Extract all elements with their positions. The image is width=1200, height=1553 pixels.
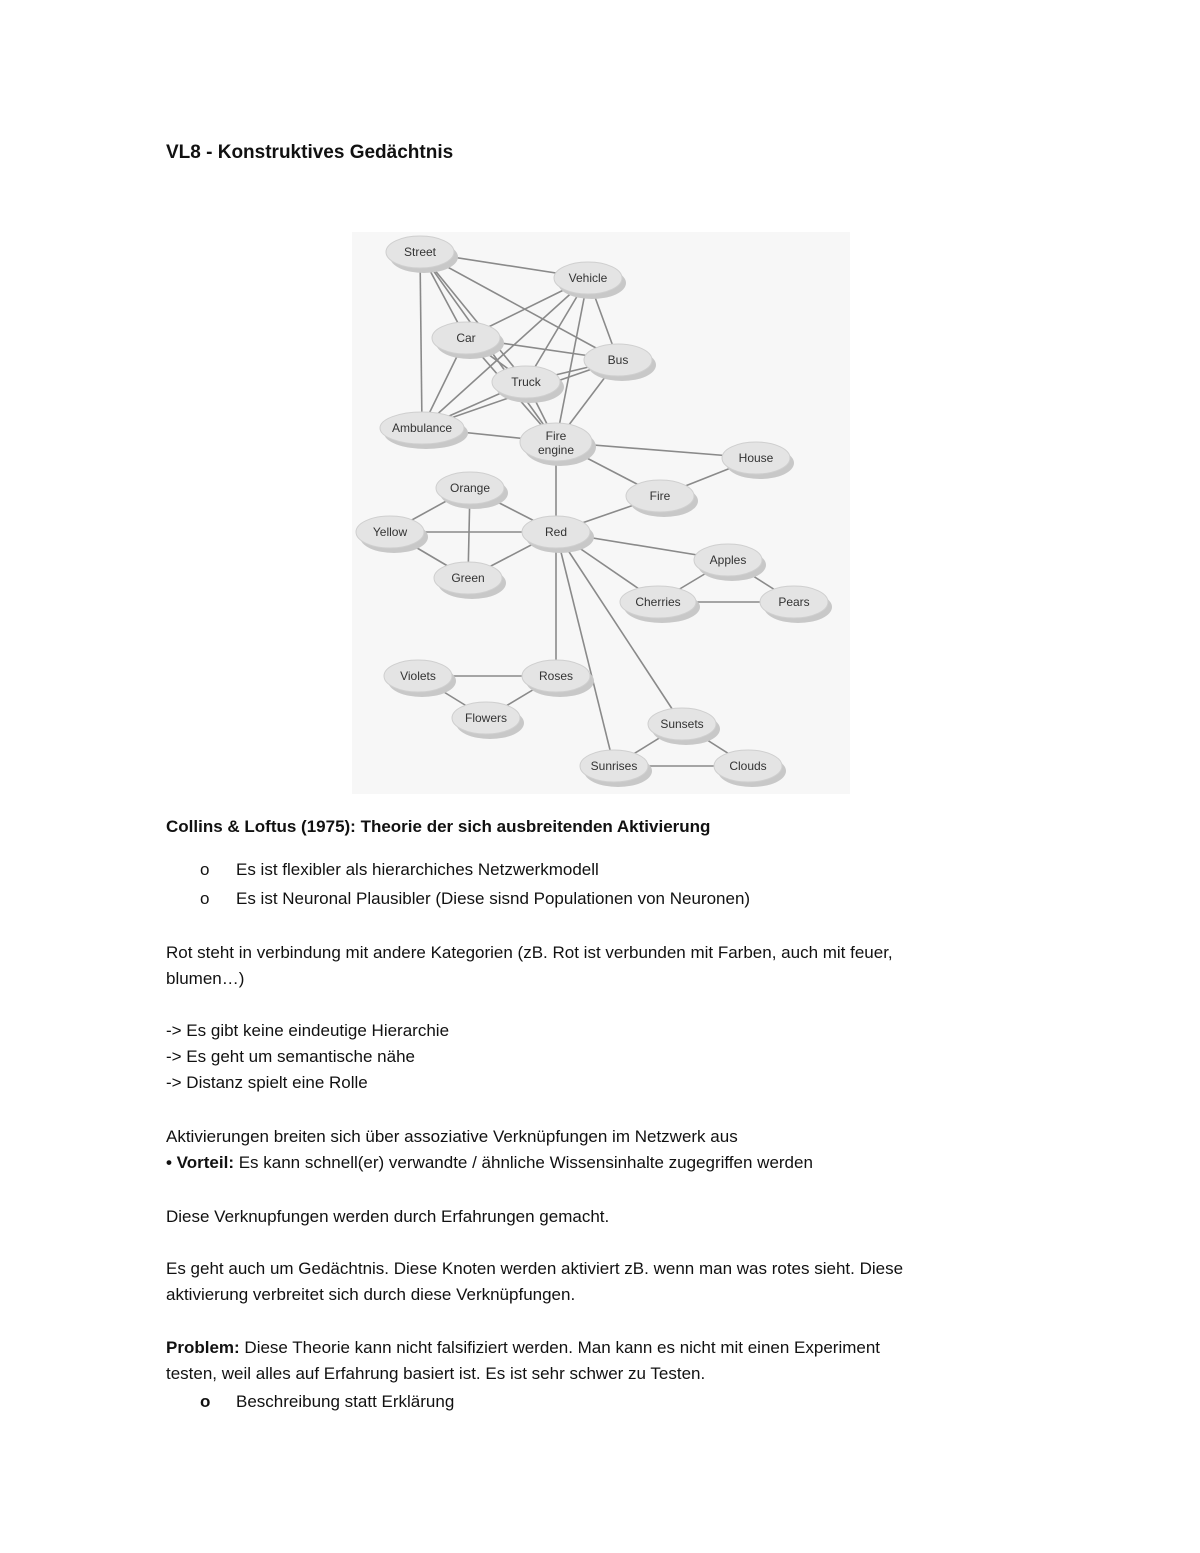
node-label: Yellow: [372, 525, 408, 539]
node-label: Cherries: [635, 595, 681, 609]
node-flowers: [452, 702, 524, 739]
paragraph-line: Diese Verknupfungen werden durch Erfahrungen gemacht.: [166, 1207, 610, 1226]
node-label: Apples: [709, 553, 747, 567]
node-label: Violets: [400, 669, 436, 683]
node-fire-engine: [520, 423, 596, 466]
arrow-line: -> Es gibt keine eindeutige Hierarchie: [166, 1021, 450, 1040]
node-label: Green: [451, 571, 485, 585]
paragraph-line: Rot steht in verbindung mit andere Kategorien (zB. Rot ist verbunden mit Farben, auch mit feuer,: [166, 943, 893, 962]
arrow-line: -> Es geht um semantische nähe: [166, 1047, 415, 1066]
node-label: Ambulance: [391, 421, 453, 435]
arrow-line: -> Distanz spielt eine Rolle: [166, 1073, 368, 1092]
node-truck: [492, 366, 564, 403]
section-heading: Collins & Loftus (1975): Theorie der sich ausbreitenden Aktivierung: [166, 817, 711, 836]
node-label: Fire: [545, 429, 567, 443]
node-apples: [694, 544, 766, 581]
paragraph-line: testen, weil alles auf Erfahrung basiert ist. Es ist sehr schwer zu Testen.: [166, 1364, 706, 1383]
problem-line: [166, 1335, 1046, 1361]
list-marker: o: [200, 889, 210, 908]
node-cherries: [620, 586, 700, 623]
list-item: Es ist Neuronal Plausibler (Diese sisnd Populationen von Neuronen): [236, 889, 751, 908]
node-label: Street: [403, 245, 437, 259]
node-label: Fire: [649, 489, 671, 503]
edge-street-ambulance: [420, 252, 422, 428]
list-item: Es ist flexibler als hierarchiches Netzwerkmodell: [236, 860, 599, 879]
node-car: [432, 322, 504, 359]
node-green: [434, 562, 506, 599]
node-label: Sunsets: [660, 717, 704, 731]
node-clouds: [714, 750, 786, 787]
node-red: [522, 516, 594, 553]
node-vehicle: [554, 262, 626, 299]
node-pears: [760, 586, 832, 623]
node-yellow: [356, 516, 428, 553]
paragraph-line: Es geht auch um Gedächtnis. Diese Knoten werden aktiviert zB. wenn man was rotes sieht. Diese: [166, 1259, 904, 1278]
node-orange: [436, 472, 508, 509]
node-label: engine: [537, 443, 575, 457]
node-ambulance: [380, 412, 468, 449]
list-item: Beschreibung statt Erklärung: [236, 1392, 455, 1411]
network-svg: [352, 232, 850, 794]
node-house: [722, 442, 794, 479]
edge-red-sunrises: [556, 532, 614, 766]
node-label: Flowers: [464, 711, 508, 725]
node-label: Orange: [449, 481, 491, 495]
node-violets: [384, 660, 456, 697]
vorteil-line: [166, 1150, 1046, 1176]
node-label: Red: [544, 525, 568, 539]
problem-label: Problem:: [166, 1338, 240, 1357]
vorteil-label: • Vorteil:: [166, 1153, 234, 1172]
node-label: Clouds: [729, 759, 767, 773]
vorteil-text: Es kann schnell(er) verwandte / ähnliche Wissensinhalte zugegriffen werden: [233, 1153, 813, 1172]
semantic-network-diagram: [352, 232, 850, 794]
node-street: [386, 236, 458, 273]
node-roses: [522, 660, 594, 697]
node-label: Car: [456, 331, 476, 345]
node-sunsets: [648, 708, 720, 745]
paragraph-line: Aktivierungen breiten sich über assoziative Verknüpfungen im Netzwerk aus: [166, 1127, 738, 1146]
node-label: Vehicle: [568, 271, 608, 285]
node-bus: [584, 344, 656, 381]
list-marker: o: [200, 860, 210, 879]
node-label: House: [738, 451, 774, 465]
node-label: Roses: [538, 669, 574, 683]
node-label: Truck: [511, 375, 541, 389]
list-marker: o: [200, 1392, 211, 1411]
paragraph-line: aktivierung verbreitet sich durch diese Verknüpfungen.: [166, 1285, 576, 1304]
paragraph-line: blumen…): [166, 969, 245, 988]
problem-text: Diese Theorie kann nicht falsifiziert werden. Man kann es nicht mit einen Experiment: [239, 1338, 881, 1357]
node-label: Pears: [778, 595, 810, 609]
node-label: Bus: [607, 353, 629, 367]
page-title: VL8 - Konstruktives Gedächtnis: [166, 142, 454, 163]
node-sunrises: [580, 750, 652, 787]
node-label: Sunrises: [590, 759, 638, 773]
